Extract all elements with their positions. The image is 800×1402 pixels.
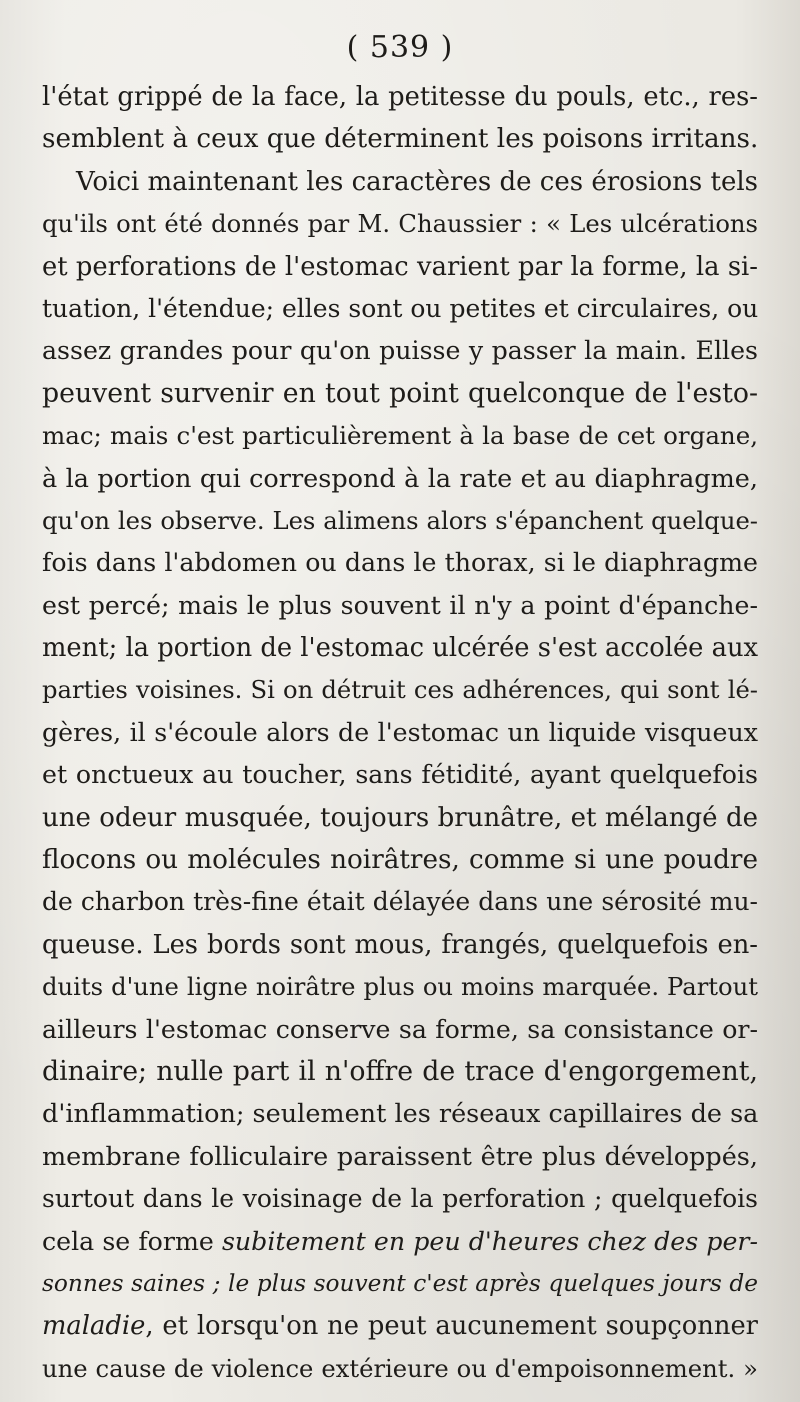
text-line: assez grandes pour qu'on puisse y passer la main. Elles	[42, 336, 758, 366]
text-line: maladie, et lorsqu'on ne peut aucunement soupçonner	[42, 1311, 758, 1342]
text-line: mac; mais c'est particulièrement à la base de cet organe,	[42, 421, 758, 451]
text-line: l'état grippé de la face, la petitesse du pouls, etc., res-	[42, 82, 758, 112]
body-text	[42, 76, 758, 1390]
page-number: ( 539 )	[346, 30, 454, 65]
text-line: Voici maintenant les caractères de ces érosions tels	[76, 166, 758, 197]
text-line: qu'on les observe. Les alimens alors s'épanchent quelque-	[42, 505, 758, 535]
text-line: semblent à ceux que déterminent les poisons irritans.	[42, 124, 758, 155]
text-line: ment; la portion de l'estomac ulcérée s'est accolée aux	[42, 633, 758, 664]
text-line: tuation, l'étendue; elles sont ou petites et circulaires, ou	[42, 293, 758, 323]
text-line: parties voisines. Si on détruit ces adhérences, qui sont lé-	[42, 675, 758, 705]
italic-text: maladie	[42, 1311, 146, 1342]
italic-text: sonnes saines ; le plus souvent c'est après quelques jours de	[42, 1269, 758, 1297]
text-line: peuvent survenir en tout point quelconque de l'esto-	[42, 377, 758, 409]
text-line: est percé; mais le plus souvent il n'y a point d'épanche-	[42, 590, 758, 620]
text-line: à la portion qui correspond à la rate et au diaphragme,	[42, 463, 758, 494]
text-line: dinaire; nulle part il n'offre de trace d'engorgement,	[42, 1055, 758, 1087]
text-line: flocons ou molécules noirâtres, comme si une poudre	[42, 845, 758, 876]
text-line: duits d'une ligne noirâtre plus ou moins marquée. Partout	[42, 972, 758, 1002]
text-line: et perforations de l'estomac varient par la forme, la si-	[42, 251, 758, 282]
text-line	[42, 1263, 758, 1305]
text-line: queuse. Les bords sont mous, frangés, quelquefois en-	[42, 929, 758, 960]
text-line: et onctueux au toucher, sans fétidité, ayant quelquefois	[42, 760, 758, 790]
text-line: qu'ils ont été donnés par M. Chaussier : « Les ulcérations	[42, 209, 758, 239]
text-line: cela se forme subitement en peu d'heures chez des per-	[42, 1226, 758, 1256]
text-line: d'inflammation; seulement les réseaux capillaires de sa	[42, 1099, 758, 1130]
text-line: une cause de violence extérieure ou d'empoisonnement. »	[42, 1353, 758, 1383]
text-line: de charbon très-fine était délayée dans une sérosité mu-	[42, 887, 758, 917]
text-line: une odeur musquée, toujours brunâtre, et mélangé de	[42, 802, 758, 833]
text-line: surtout dans le voisinage de la perforation ; quelquefois	[42, 1184, 758, 1214]
text-line: membrane folliculaire paraissent être plus développés,	[42, 1141, 758, 1172]
text-line: fois dans l'abdomen ou dans le thorax, si le diaphragme	[42, 548, 758, 578]
text-line: ailleurs l'estomac conserve sa forme, sa consistance or-	[42, 1014, 758, 1044]
italic-text: subitement en peu d'heures chez des per-	[221, 1226, 758, 1256]
text-line: gères, il s'écoule alors de l'estomac un liquide visqueux	[42, 717, 758, 747]
